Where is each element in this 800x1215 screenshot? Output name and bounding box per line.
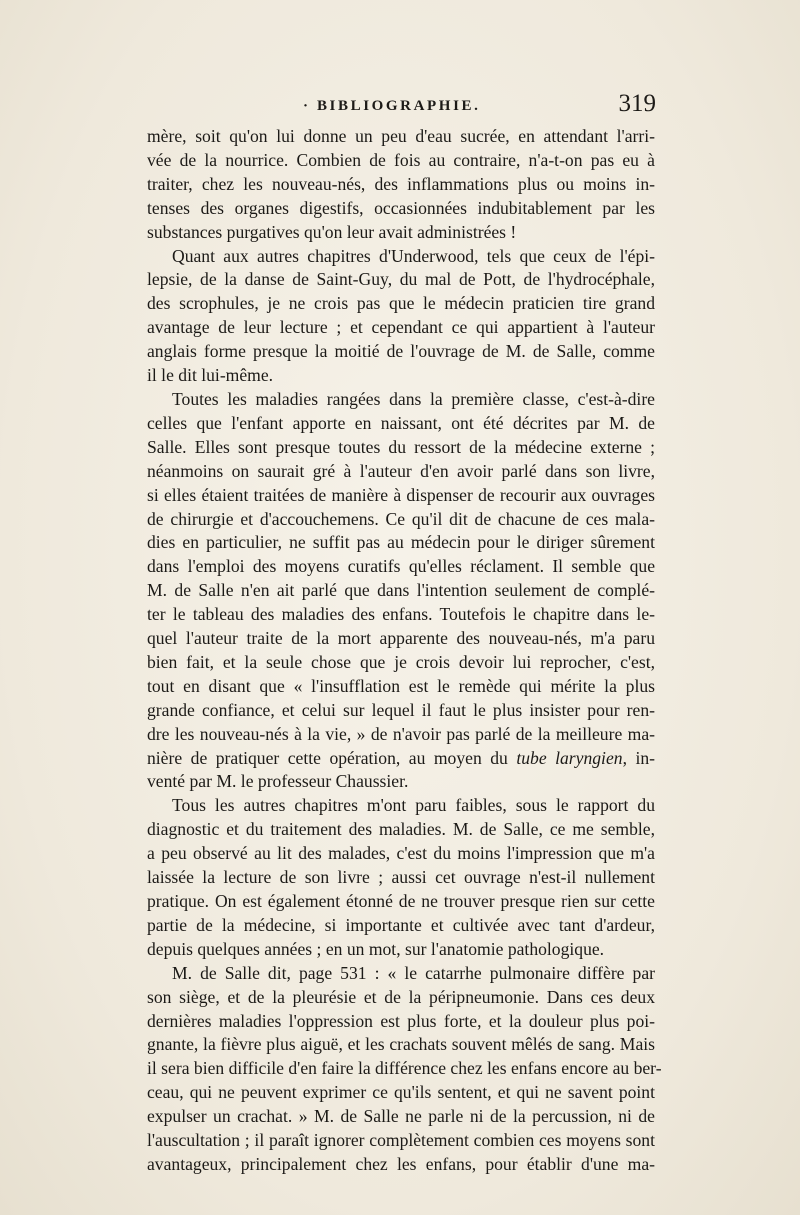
text-line-content: tenses des organes digestifs, occasionnées indubitablement par les [147,197,655,218]
text-line [147,770,655,794]
text-line [147,866,655,890]
text-line-content: grande confiance, et celui sur lequel il faut le plus insister pour ren- [147,699,655,720]
text-line-content: dans l'emploi des moyens curatifs qu'elles réclament. Il semble que [147,556,655,577]
text-line-content: diagnostic et du traitement des maladies. M. de Salle, ce me semble, [147,819,655,840]
text-line [147,531,655,555]
text-line-content: avantageux, principalement chez les enfans, pour établir d'une ma- [147,1153,655,1174]
text-line-content: quel l'auteur traite de la mort apparente des nouveau-nés, m'a paru [147,628,655,649]
page-header [160,92,656,126]
text-line-content: néanmoins on saurait gré à l'auteur d'en avoir parlé dans son livre, [147,460,655,481]
text-line-content: mère, soit qu'on lui donne un peu d'eau sucrée, en attendant l'arri- [147,126,655,146]
text-line-content: pratique. On est également étonné de ne trouver presque rien sur cette [147,891,655,911]
text-line-content: dies en particulier, ne suffit pas au médecin pour le diriger sûrement [147,532,655,553]
text-line-content: M. de Salle n'en ait parlé que dans l'intention seulement de complé- [147,580,655,601]
text-line-content: M. de Salle dit, page 531 : « le catarrhe pulmonaire diffère par [172,962,655,983]
text-line-content: depuis quelques années ; en un mot, sur l'anatomie pathologique. [147,938,605,959]
text-line-content: il le dit lui-même. [147,365,274,386]
text-line [147,1129,655,1153]
text-line-content: ter le tableau des maladies des enfans. Toutefois le chapitre dans le- [147,604,655,625]
text-line [147,268,655,292]
text-line-content: gnante, la fièvre plus aiguë, et les crachats souvent mêlés de sang. Mais [147,1034,655,1055]
text-line [147,412,655,436]
text-line-content: lepsie, de la danse de Saint-Guy, du mal de Pott, de l'hydrocéphale, [147,269,655,290]
text-line [147,221,655,245]
text-line [147,986,655,1010]
text-line [147,460,655,484]
text-line [147,699,655,723]
text-line [147,794,655,818]
text-line [147,914,655,938]
text-line [147,747,655,771]
text-line-content: il sera bien difficile d'en faire la différence chez les enfans encore au ber- [147,1058,662,1079]
text-line-content: expulser un crachat. » M. de Salle ne parle ni de la percussion, ni de [147,1106,655,1127]
text-line-content: dernières maladies l'oppression est plus forte, et la douleur plus poi- [147,1010,655,1031]
italic-term: tube laryngien [516,747,623,768]
text-line [147,316,655,340]
text-line-content: venté par M. le professeur Chaussier. [147,771,409,792]
text-line [147,173,655,197]
text-line-content: avantage de leur lecture ; et cependant ce qui appartient à l'auteur [147,317,655,338]
text-line-content: anglais forme presque la moitié de l'ouvrage de M. de Salle, comme [147,341,655,362]
text-line-content: de chirurgie et d'accouchemens. Ce qu'il dit de chacune de ces mala- [147,508,655,529]
running-head: · BIBLIOGRAPHIE. [303,98,481,114]
text-line [147,1081,655,1105]
text-line [147,890,655,914]
text-line [147,364,655,388]
text-line-content: Tous les autres chapitres m'ont paru faibles, sous le rapport du [172,795,655,816]
text-line-content: vée de la nourrice. Combien de fois au contraire, n'a-t-on pas eu à [147,149,655,170]
text-line [147,388,655,412]
text-line [147,555,655,579]
page-number: 319 [618,90,656,117]
text-line [147,340,655,364]
text-line-content: son siège, et de la pleurésie et de la péripneumonie. Dans ces deux [147,986,655,1007]
text-line-content: Salle. Elles sont presque toutes du ressort de la médecine externe ; [147,436,655,457]
text-line-content: bien fait, et la seule chose que je crois devoir lui reprocher, c'est, [147,651,655,672]
text-line-content: ceau, qui ne peuvent exprimer ce qu'ils sentent, et qui ne savent point [147,1082,655,1103]
text-line [147,651,655,675]
text-line-content: si elles étaient traitées de manière à dispenser de recourir aux ouvrages [147,484,655,505]
text-line [147,842,655,866]
text-line [147,1105,655,1129]
text-line [147,603,655,627]
text-line [147,579,655,603]
text-line [147,508,655,532]
text-line-content: partie de la médecine, si importante et cultivée avec tant d'ardeur, [147,914,655,935]
text-line [147,1010,655,1034]
text-line-content: Toutes les maladies rangées dans la première classe, c'est-à-dire [172,388,655,409]
text-line [147,1153,655,1177]
text-line [147,818,655,842]
text-line-content: traiter, chez les nouveau-nés, des inflammations plus ou moins in- [147,173,655,194]
text-line [147,1033,655,1057]
text-line [147,292,655,316]
text-line-content: laissée la lecture de son livre ; aussi cet ouvrage n'est-il nullement [147,867,655,888]
text-line-content: substances purgatives qu'on leur avait administrées ! [147,221,517,242]
text-line [147,962,655,986]
text-line [147,1057,662,1081]
text-line [147,723,655,747]
text-line [147,627,655,651]
text-line-content: celles que l'enfant apporte en naissant, ont été décrites par M. de [147,412,655,433]
body-text [147,125,662,1177]
text-line [147,675,655,699]
text-line-content: l'auscultation ; il paraît ignorer complètement combien ces moyens sont [147,1130,655,1151]
text-line-content: dre les nouveau-nés à la vie, » de n'avoir pas parlé de la meilleure ma- [147,723,655,744]
text-line [147,197,655,221]
text-line-content: a peu observé au lit des malades, c'est du moins l'impression que m'a [147,843,655,864]
text-line-content: nière de pratiquer cette opération, au moyen du [147,747,517,768]
text-line [147,149,655,173]
text-line [147,125,655,149]
text-line-content: tout en disant que « l'insufflation est le remède qui mérite la plus [147,675,655,696]
text-line-content: Quant aux autres chapitres d'Underwood, tels que ceux de l'épi- [172,245,655,266]
text-line-content: des scrophules, je ne crois pas que le médecin praticien tire grand [147,293,655,314]
text-line-tail: , in- [622,747,655,768]
text-line [147,484,655,508]
text-line [147,938,655,962]
text-line [147,436,655,460]
text-line [147,245,655,269]
